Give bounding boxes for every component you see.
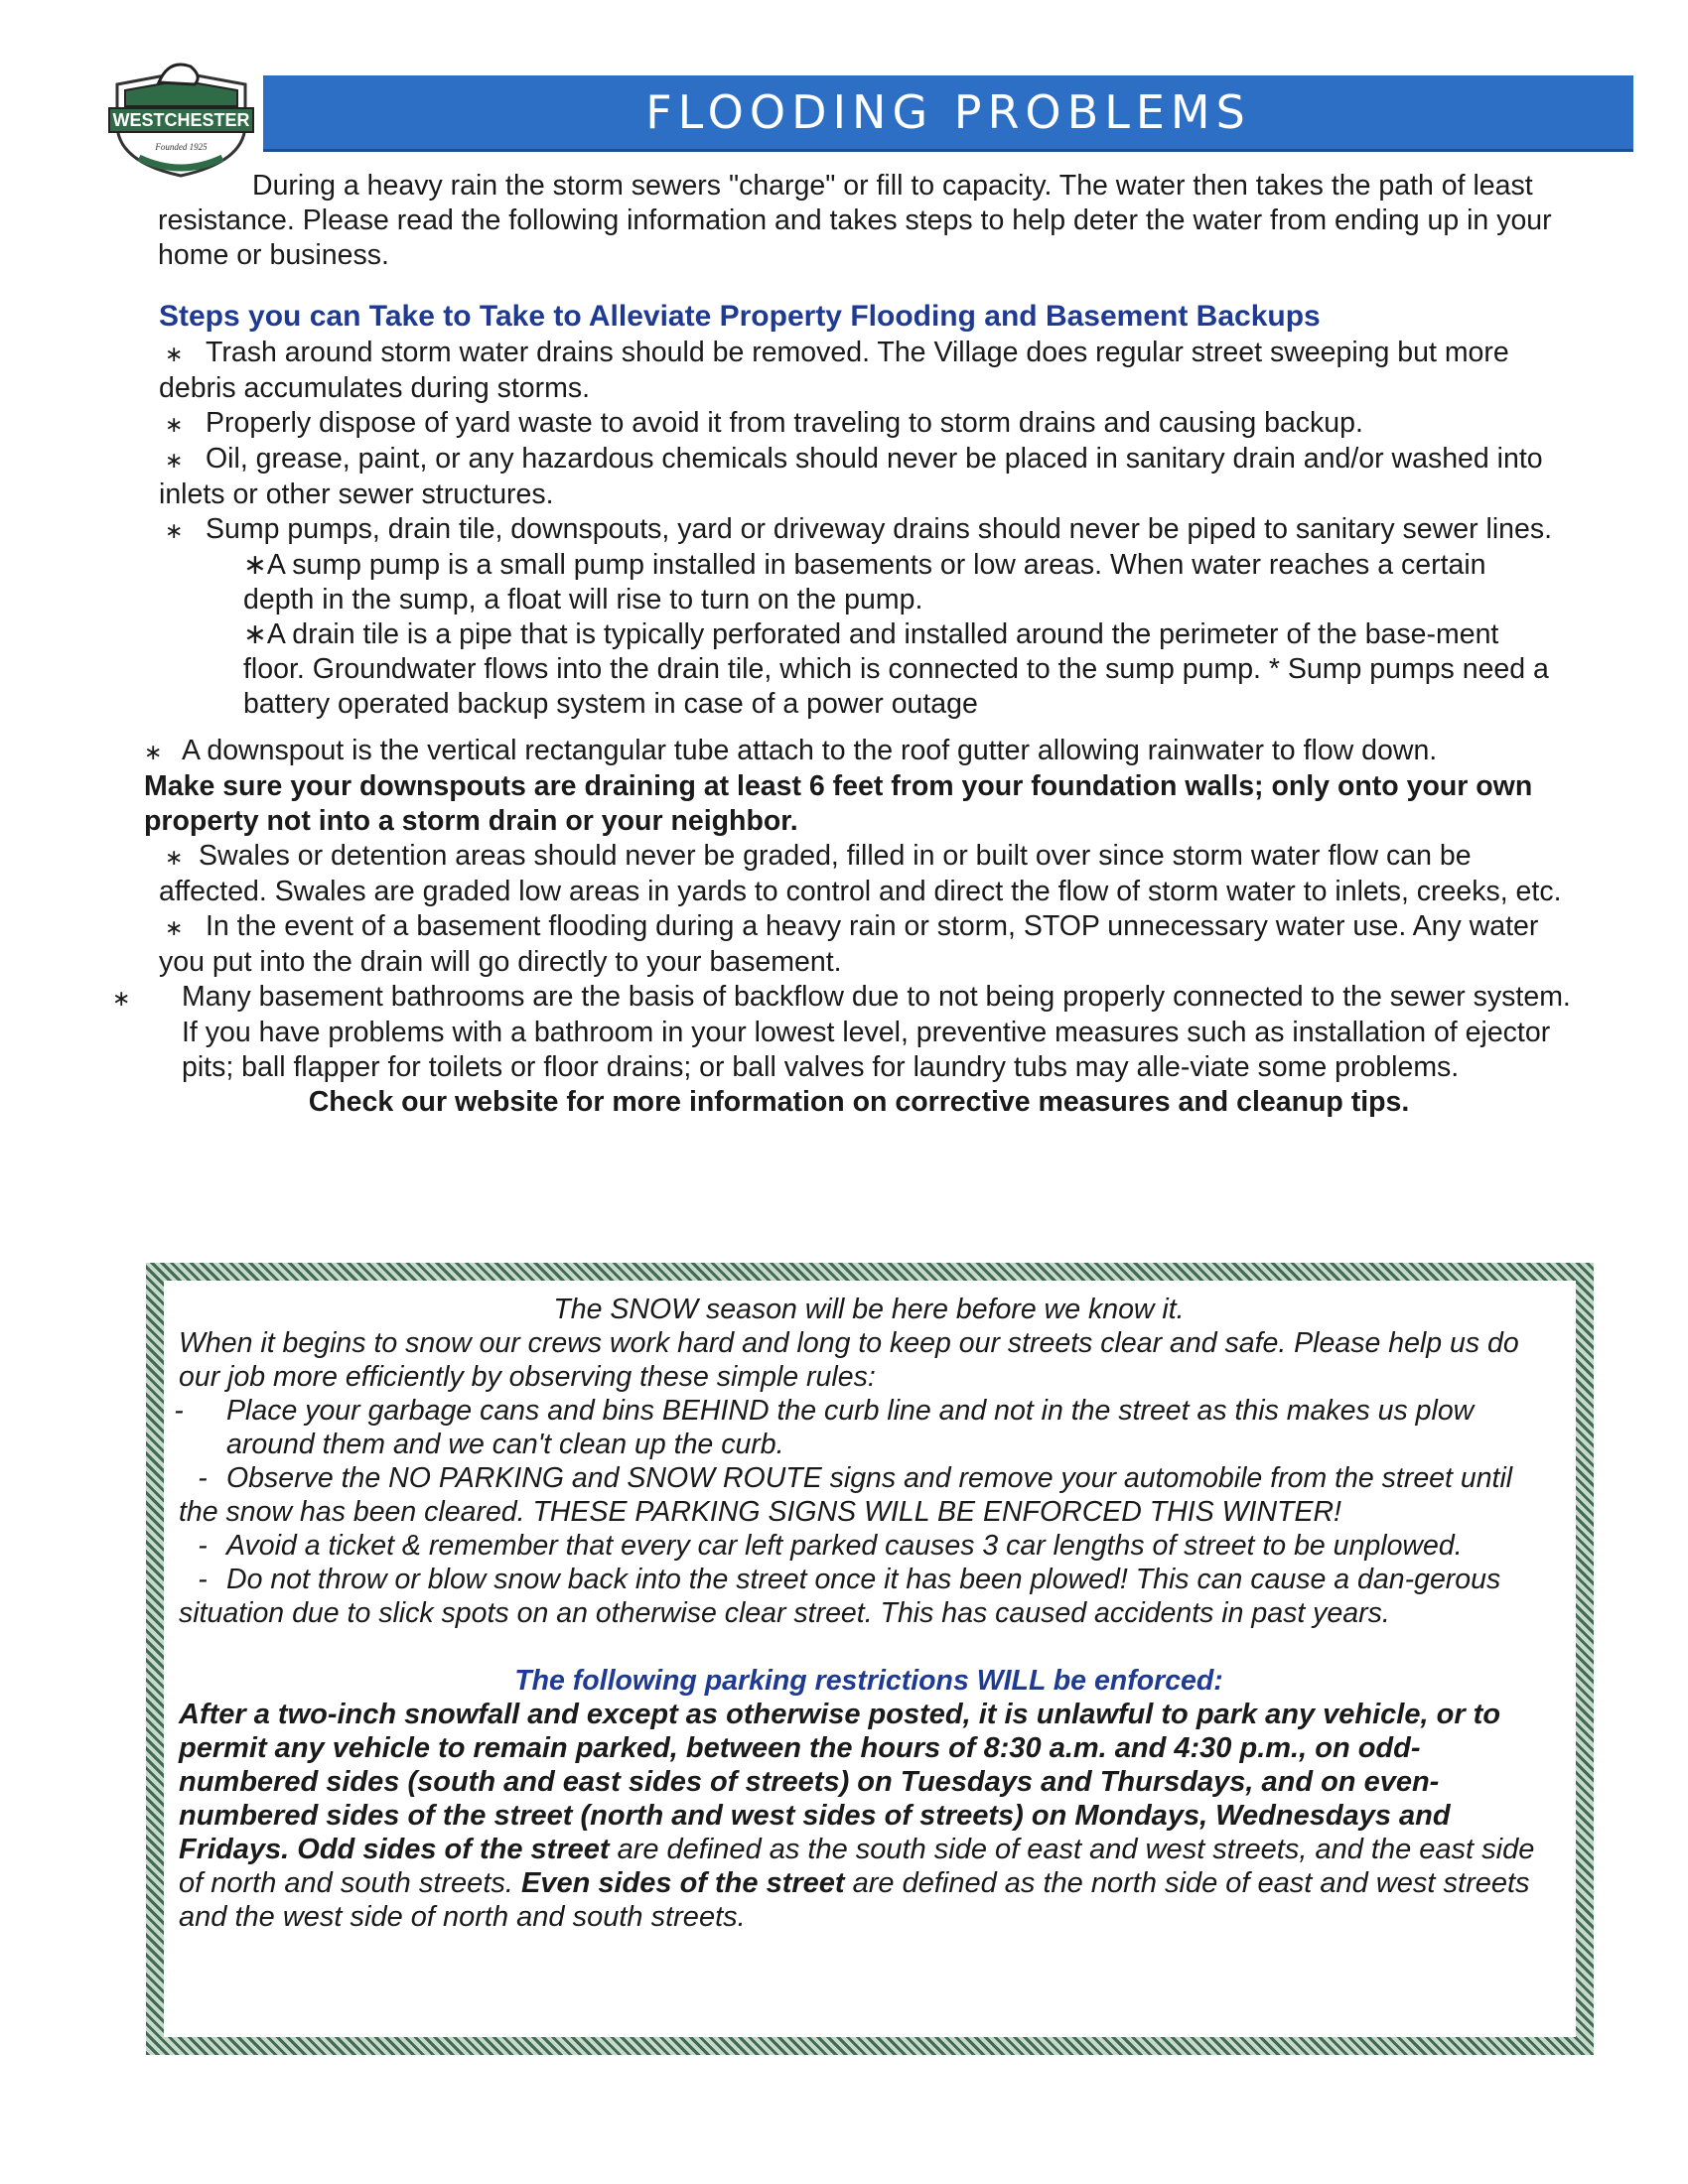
bullet-icon: ∗ — [165, 341, 184, 366]
parking-rules: After a two-inch snowfall and except as otherwise posted, it is unlawful to park any vehicle, or to permit any vehicle to remain parked, between the hours of 8:30 a.m. and 4:30 p.m., on odd-numbered sides (south and east sides of streets) on Tuesdays and Thursdays, and on even- numbered sides of the street (north and west sides of streets) on Mondays, Wednesdays and Fridays. Odd sides of the street are defined as the south side of east and west streets, and the east side of north and south streets. Even sides of the street are defined as the north side of east and west streets and the west side of north and south streets. — [179, 1699, 1535, 1933]
list-item: ∗ Sump pumps, drain tile, downspouts, yard or driveway drains should never be piped to sanitary sewer lines. — [159, 512, 1574, 548]
list-item: ∗ Oil, grease, paint, or any hazardous chemicals should never be placed in sanitary drain and/or washed into inlets or other sewer structures. — [159, 443, 1543, 510]
snow-rule: - Do not throw or blow snow back into the street once it has been plowed! This can cause a dan-gerous situation due to slick spots on an otherwise clear street. This has caused accidents in past years. — [179, 1564, 1501, 1629]
list-item: ∗ In the event of a basement flooding during a heavy rain or storm, STOP unnecessary water use. Any water you put into the drain will go directly to your basement. — [159, 910, 1539, 978]
title-banner — [263, 75, 1633, 152]
bullet-icon: ∗ — [112, 986, 131, 1011]
drain-tile-note: ∗A drain tile is a pipe that is typically perforated and installed around the perimeter of the base-ment floor. Groundwater flows into the drain tile, which is connected to the sump pump. * Sump pumps need a battery operated backup system in case of a power outage — [243, 618, 1549, 720]
bullet-icon: ∗ — [165, 518, 184, 543]
website-note: Check our website for more information on corrective measures and cleanup tips. — [308, 1086, 1410, 1118]
bullet-icon: ∗ — [165, 412, 184, 437]
flooding-section — [112, 169, 1574, 1120]
page-title: FLOODING PROBLEMS — [645, 85, 1251, 139]
list-item: ∗ Many basement bathrooms are the basis of backflow due to not being properly connected to the sewer system. If you have problems with a bathroom in your lowest level, preventive measures such as installation of ejector pits; ball flapper for toilets or floor drains; or ball valves for laundry tubs may alle-viate some problems. — [112, 981, 1571, 1083]
snow-rule: - Observe the NO PARKING and SNOW ROUTE signs and remove your automobile from the street until the snow has been cleared. THESE PARKING SIGNS WILL BE ENFORCED THIS WINTER! — [179, 1462, 1513, 1528]
downspout-item: ∗ A downspout is the vertical rectangular tube attach to the roof gutter allowing rainwater to flow down. — [144, 734, 1574, 769]
village-seal-logo — [99, 55, 263, 179]
sump-pump-note: ∗A sump pump is a small pump installed in basements or low areas. When water reaches a certain depth in the sump, a float will rise to turn on the pump. — [243, 549, 1486, 615]
snow-headline: The SNOW season will be here before we know it. — [553, 1294, 1185, 1325]
bullet-icon: ∗ — [165, 448, 184, 473]
snow-rule: - Avoid a ticket & remember that every car left parked causes 3 car lengths of street to be unplowed. — [198, 1530, 1463, 1562]
list-item: ∗ Trash around storm water drains should be removed. The Village does regular street sweeping but more debris accumulates during storms. — [159, 337, 1509, 404]
snow-notice — [174, 1293, 1559, 1934]
bullet-icon: ∗ — [165, 845, 184, 870]
svg-text:WESTCHESTER: WESTCHESTER — [112, 110, 250, 130]
bullet-icon: ∗ — [144, 740, 163, 764]
svg-text:Founded 1925: Founded 1925 — [155, 142, 208, 152]
downspout-warning: Make sure your downspouts are draining at least 6 feet from your foundation walls; only onto your own property not into a storm drain or your neighbor. — [144, 770, 1533, 837]
snow-intro: When it begins to snow our crews work hard and long to keep our streets clear and safe. Please help us do our job more efficiently by observing these simple rules: — [179, 1327, 1519, 1393]
bullet-icon: ∗ — [165, 915, 184, 940]
steps-heading: Steps you can Take to Take to Alleviate Property Flooding and Basement Backups — [159, 300, 1321, 333]
intro-paragraph: During a heavy rain the storm sewers "charge" or fill to capacity. The water then takes the path of least resistance. Please read the following information and takes steps to help deter the water from ending up in your home or business. — [158, 170, 1552, 271]
snow-rule: - Place your garbage cans and bins BEHIND the curb line and not in the street as this makes us plow around them and we can't clean up the curb. — [174, 1395, 1475, 1460]
list-item: ∗ Properly dispose of yard waste to avoid it from traveling to storm drains and causing backup. — [159, 406, 1574, 442]
parking-heading: The following parking restrictions WILL be enforced: — [514, 1665, 1223, 1697]
list-item: ∗ Swales or detention areas should never be graded, filled in or built over since storm water flow can be affected. Swales are graded low areas in yards to control and direct the flow of storm water to inlets, creeks, etc. — [159, 840, 1562, 907]
